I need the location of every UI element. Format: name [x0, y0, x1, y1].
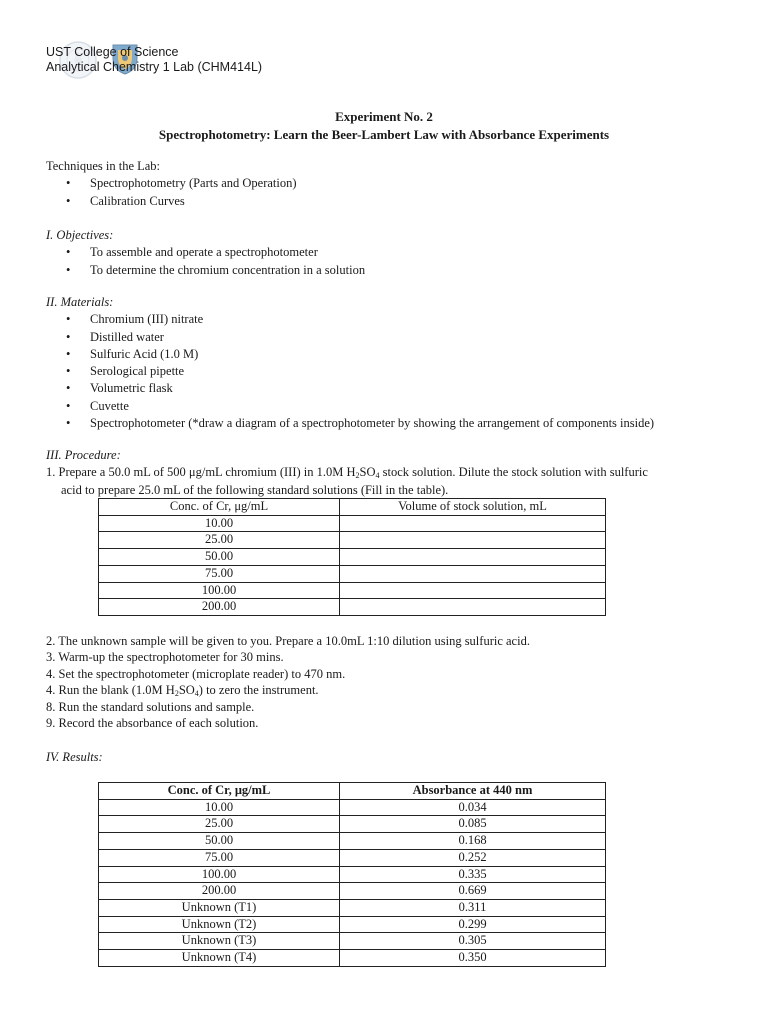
list-item: • To determine the chromium concentration in a solution	[66, 262, 366, 277]
volume-blank-cell[interactable]	[340, 532, 606, 549]
table-row: 25.00 0.085	[99, 816, 606, 833]
table-header-row: Conc. of Cr, μg/mL Volume of stock solution, mL	[99, 499, 606, 516]
procedure-step-2: 2. The unknown sample will be given to you. Prepare a 10.0mL 1:10 dilution using sulfuric acid.	[46, 634, 530, 648]
procedure-step-1-cont: acid to prepare 25.0 mL of the following standard solutions (Fill in the table).	[61, 482, 449, 497]
procedure-step-1: 1. Prepare a 50.0 mL of 500 μg/mL chromium (III) in 1.0M $H_2SO_4$ stock solution. Dilute the stock solution with sulfuric	[46, 465, 648, 481]
procedure-heading: III. Procedure:	[46, 448, 121, 462]
list-item: • Cuvette	[66, 398, 129, 413]
table-row: 50.00 0.168	[99, 833, 606, 850]
list-item: • Serological pipette	[66, 364, 185, 379]
list-item: • Distilled water	[66, 329, 164, 344]
table-row: 25.00	[99, 532, 606, 549]
table-row: Unknown (T3) 0.305	[99, 933, 606, 950]
procedure-steps-continued	[46, 633, 746, 731]
table-header-row: Conc. of Cr, μg/mL Absorbance at 440 nm	[99, 783, 606, 800]
list-item: • Calibration Curves	[66, 193, 185, 208]
table-row: 100.00 0.335	[99, 866, 606, 883]
list-item: • Spectrophotometer (*draw a diagram of a spectrophotometer by showing the arrangement of components inside)	[66, 416, 655, 431]
objectives-section	[46, 227, 746, 279]
techniques-label: Techniques in the Lab:	[46, 159, 161, 173]
volume-blank-cell[interactable]	[340, 599, 606, 616]
materials-section	[46, 294, 746, 432]
procedure-step-8: 8. Run the standard solutions and sample.	[46, 699, 255, 714]
procedure-step-9: 9. Record the absorbance of each solution.	[46, 716, 259, 731]
table-row: 200.00	[99, 599, 606, 616]
table-row: 75.00	[99, 565, 606, 582]
document-header	[46, 45, 262, 75]
procedure-step-blank: 4. Run the blank (1.0M $H_2SO_4$) to zero the instrument.	[46, 683, 319, 699]
list-item: • To assemble and operate a spectrophotometer	[66, 245, 318, 260]
standard-solutions-table	[98, 498, 606, 616]
results-heading: IV. Results:	[46, 750, 103, 764]
procedure-section	[46, 447, 746, 499]
results-table	[98, 782, 606, 967]
list-item: • Volumetric flask	[66, 381, 173, 396]
course-name: Analytical Chemistry 1 Lab (CHM414L)	[46, 60, 263, 74]
list-item: • Chromium (III) nitrate	[66, 312, 204, 327]
table-row: 200.00 0.669	[99, 883, 606, 900]
procedure-step-4: 4. Set the spectrophotometer (microplate reader) to 470 nm.	[46, 666, 346, 681]
materials-heading: II. Materials:	[46, 295, 114, 309]
procedure-step-3: 3. Warm-up the spectrophotometer for 30 mins.	[46, 650, 284, 665]
volume-blank-cell[interactable]	[340, 515, 606, 532]
table-row: 10.00 0.034	[99, 799, 606, 816]
table-row: 50.00	[99, 549, 606, 566]
volume-blank-cell[interactable]	[340, 582, 606, 599]
table-row: Unknown (T4) 0.350	[99, 950, 606, 967]
experiment-title: Spectrophotometry: Learn the Beer-Lambert Law with Absorbance Experiments	[158, 127, 610, 142]
table-row: 75.00 0.252	[99, 849, 606, 866]
college-name: UST College of Science	[46, 45, 179, 59]
results-section	[46, 749, 746, 766]
volume-blank-cell[interactable]	[340, 565, 606, 582]
table-row: 100.00	[99, 582, 606, 599]
list-item: • Sulfuric Acid (1.0 M)	[66, 346, 199, 361]
table-row: Unknown (T2) 0.299	[99, 916, 606, 933]
table-row: Unknown (T1) 0.311	[99, 899, 606, 916]
objectives-heading: I. Objectives:	[46, 228, 114, 242]
experiment-number: Experiment No. 2	[335, 109, 433, 124]
volume-blank-cell[interactable]	[340, 549, 606, 566]
techniques-section	[46, 158, 746, 210]
table-row: 10.00	[99, 515, 606, 532]
list-item: • Spectrophotometry (Parts and Operation)	[66, 176, 297, 191]
